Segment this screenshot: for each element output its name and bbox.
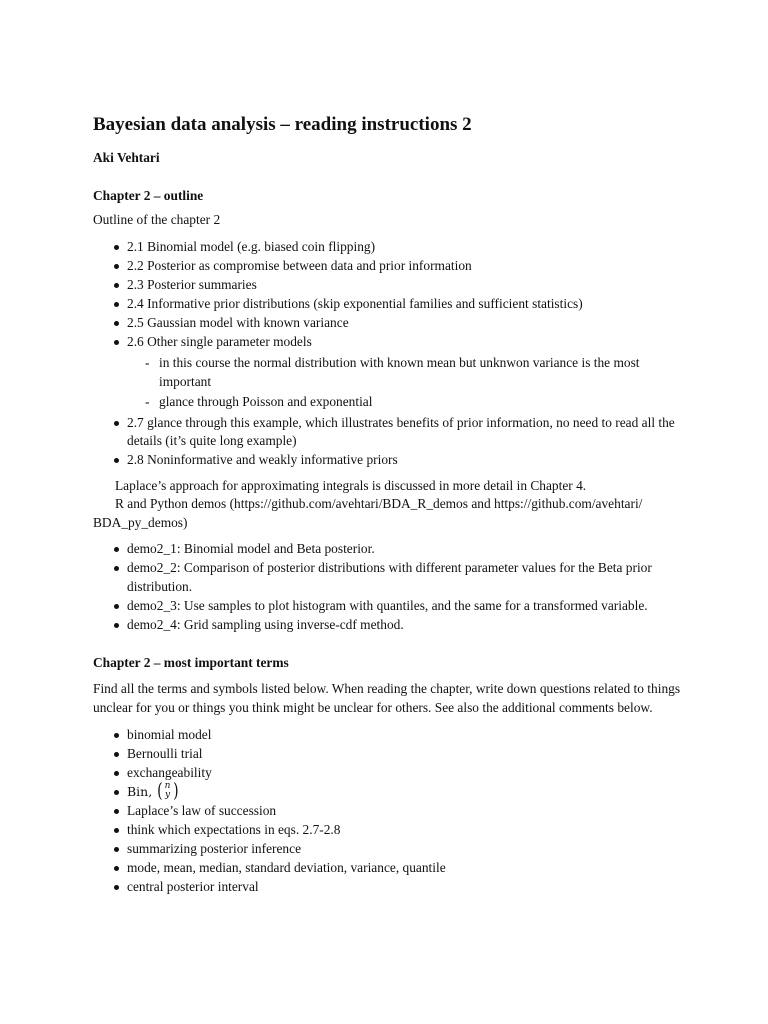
bin-notation: Bin, xyxy=(127,784,153,799)
bullet-icon xyxy=(114,302,119,307)
list-item xyxy=(93,597,683,616)
document-page xyxy=(93,112,683,897)
list-item-text: binomial model xyxy=(127,727,212,742)
list-item xyxy=(93,878,683,897)
bullet-icon xyxy=(114,733,119,738)
list-item-text: 2.3 Posterior summaries xyxy=(127,276,257,292)
list-item xyxy=(93,777,683,802)
bullet-icon xyxy=(114,771,119,776)
outline-list xyxy=(93,238,683,470)
bullet-icon xyxy=(114,752,119,757)
bullet-icon xyxy=(114,264,119,269)
bullet-icon xyxy=(114,885,119,890)
bullet-icon xyxy=(114,604,119,609)
list-item xyxy=(93,295,683,314)
section-heading-terms: Chapter 2 – most important terms xyxy=(93,655,289,670)
bullet-icon xyxy=(114,421,119,426)
terms-intro-text: Find all the terms and symbols listed below. When reading the chapter, write down questions related to things unclear for you or things you think might be unclear for others. See also the additional comments below. xyxy=(93,681,681,715)
sublist-item-text: glance through Poisson and exponential xyxy=(159,394,373,409)
list-item xyxy=(93,802,683,821)
bullet-icon xyxy=(114,566,119,571)
sublist-2-6 xyxy=(127,354,683,412)
binom-bottom: y xyxy=(165,789,171,800)
bullet-icon xyxy=(114,847,119,852)
list-item-text: demo2_1: Binomial model and Beta posterior. xyxy=(127,541,375,556)
list-item xyxy=(93,616,683,635)
author-name: Aki Vehtari xyxy=(93,150,160,165)
document-title: Bayesian data analysis – reading instructions 2 xyxy=(93,114,472,135)
list-item-text: central posterior interval xyxy=(127,879,259,894)
bullet-icon xyxy=(114,283,119,288)
list-item xyxy=(93,314,683,333)
list-item-text: exchangeability xyxy=(127,765,212,780)
list-item-text: mode, mean, median, standard deviation, variance, quantile xyxy=(127,860,446,875)
terms-list xyxy=(93,726,683,897)
sublist-item xyxy=(127,393,683,412)
list-item xyxy=(93,745,683,764)
list-item-text: 2.1 Binomial model (e.g. biased coin flipping) xyxy=(127,238,376,254)
bullet-icon xyxy=(114,809,119,814)
list-item-text: 2.8 Noninformative and weakly informative priors xyxy=(127,452,398,467)
bullet-icon xyxy=(114,547,119,552)
binom-top: n xyxy=(164,780,171,791)
list-item xyxy=(93,414,683,451)
bullet-icon xyxy=(114,458,119,463)
laplace-note: Laplace’s approach for approximating integrals is discussed in more detail in Chapter 4. xyxy=(115,477,587,493)
bullet-icon xyxy=(114,245,119,250)
list-item-text: 2.6 Other single parameter models xyxy=(127,333,312,349)
left-paren-icon: ( xyxy=(156,777,163,802)
list-item xyxy=(93,238,683,257)
list-item-text: Bernoulli trial xyxy=(127,746,203,761)
list-item-text: 2.5 Gaussian model with known variance xyxy=(127,314,349,330)
sublist-item-text: in this course the normal distribution with known mean but unknwon variance is the most important xyxy=(159,355,640,389)
list-item xyxy=(93,764,683,783)
list-item-text: summarizing posterior inference xyxy=(127,841,302,856)
list-item xyxy=(93,840,683,859)
demos-note: R and Python demos (https://github.com/avehtari/BDA_R_demos and https://github.com/avehtari/ BDA_py_demos) xyxy=(93,496,643,530)
list-item xyxy=(93,276,683,295)
list-item xyxy=(93,540,683,559)
list-item xyxy=(93,333,683,412)
list-item xyxy=(93,559,683,596)
bullet-icon xyxy=(114,623,119,628)
list-item xyxy=(93,821,683,840)
list-item xyxy=(93,726,683,745)
dash-icon: - xyxy=(145,355,150,370)
outline-intro-text: Outline of the chapter 2 xyxy=(93,212,221,227)
list-item-text: 2.2 Posterior as compromise between data and prior information xyxy=(127,257,472,273)
binomial-coefficient xyxy=(156,777,180,802)
demo-list xyxy=(93,540,683,634)
list-item-text: Laplace’s law of succession xyxy=(127,803,277,818)
bullet-icon xyxy=(114,321,119,326)
bullet-icon xyxy=(114,866,119,871)
list-item-text: demo2_3: Use samples to plot histogram with quantiles, and the same for a transformed variable. xyxy=(127,597,648,613)
list-item-text: 2.4 Informative prior distributions (skip exponential families and sufficient statistics) xyxy=(127,295,583,311)
list-item xyxy=(93,451,683,470)
bullet-icon xyxy=(114,828,119,833)
dash-icon: - xyxy=(145,394,150,409)
section-heading-outline: Chapter 2 – outline xyxy=(93,188,204,203)
list-item-text: 2.7 glance through this example, which illustrates benefits of prior information, no need to read all the details (it’s quite long example) xyxy=(127,414,675,448)
list-item xyxy=(93,257,683,276)
list-item-text: think which expectations in eqs. 2.7-2.8 xyxy=(127,822,341,837)
list-item-text: demo2_2: Comparison of posterior distributions with different parameter values for the Beta prior distribution. xyxy=(127,560,652,594)
list-item-text: demo2_4: Grid sampling using inverse-cdf method. xyxy=(127,616,404,632)
bullet-icon xyxy=(114,340,119,345)
sublist-item xyxy=(127,354,683,391)
bullet-icon xyxy=(114,790,119,795)
list-item xyxy=(93,859,683,878)
right-paren-icon: ) xyxy=(172,777,179,802)
